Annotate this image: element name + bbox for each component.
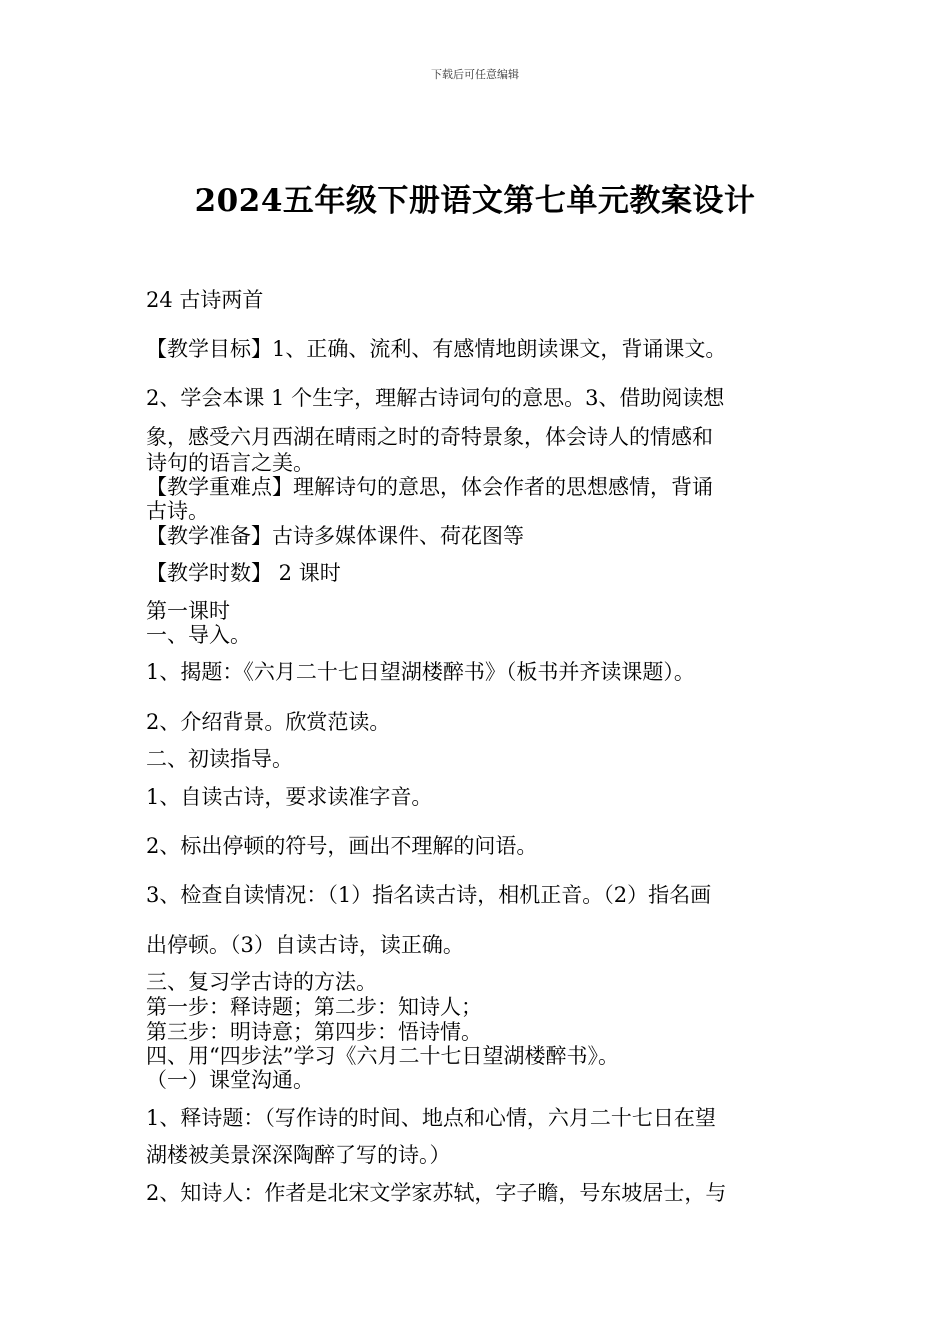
text-line: 诗句的语言之美。	[146, 451, 314, 475]
text-line: 3、检查自读情况：（1）指名读古诗，相机正音。（2）指名画	[146, 883, 712, 907]
text-line: 【教学重难点】理解诗句的意思，体会作者的思想感情，背诵	[146, 475, 713, 499]
document-title: 2024五年级下册语文第七单元教案设计	[194, 183, 756, 219]
text-line: 2、学会本课 1 个生字，理解古诗词句的意思。3、借助阅读想	[146, 386, 725, 410]
text-line: 1、自读古诗，要求读准字音。	[146, 785, 433, 809]
text-line: 1、揭题：《六月二十七日望湖楼醉书》（板书并齐读课题）。	[146, 660, 695, 684]
text-line: 一、导入。	[146, 623, 251, 647]
text-line: 2、标出停顿的符号，画出不理解的问语。	[146, 834, 538, 858]
text-line: 四、用“四步法”学习《六月二十七日望湖楼醉书》。	[146, 1044, 619, 1068]
text-line: 【教学目标】1、正确、流利、有感情地朗读课文，背诵课文。	[146, 337, 727, 361]
text-line: 2、介绍背景。欣赏范读。	[146, 710, 391, 734]
text-line: 第一步：释诗题；第二步：知诗人；	[146, 995, 482, 1019]
text-line: 24 古诗两首	[146, 288, 264, 312]
text-line: 【教学准备】古诗多媒体课件、荷花图等	[146, 524, 524, 548]
text-line: 三、复习学古诗的方法。	[146, 970, 377, 994]
text-line: 象，感受六月西湖在晴雨之时的奇特景象，体会诗人的情感和	[146, 425, 713, 449]
text-line: 【教学时数】 2 课时	[146, 561, 341, 585]
text-line: 湖楼被美景深深陶醉了写的诗。）	[146, 1143, 451, 1167]
text-line: 出停顿。（3）自读古诗，读正确。	[146, 933, 464, 957]
text-line: 二、初读指导。	[146, 747, 293, 771]
text-line: 第三步：明诗意；第四步：悟诗情。	[146, 1020, 482, 1044]
text-line: 第一课时	[146, 599, 230, 623]
text-line: 2、知诗人：作者是北宋文学家苏轼，字子瞻，号东坡居士，与	[146, 1181, 727, 1205]
text-line: 1、释诗题：（写作诗的时间、地点和心情，六月二十七日在望	[146, 1106, 716, 1130]
header-note: 下载后可任意编辑	[431, 68, 519, 81]
text-line: 古诗。	[146, 499, 209, 523]
text-line: （一）课堂沟通。	[146, 1068, 314, 1092]
